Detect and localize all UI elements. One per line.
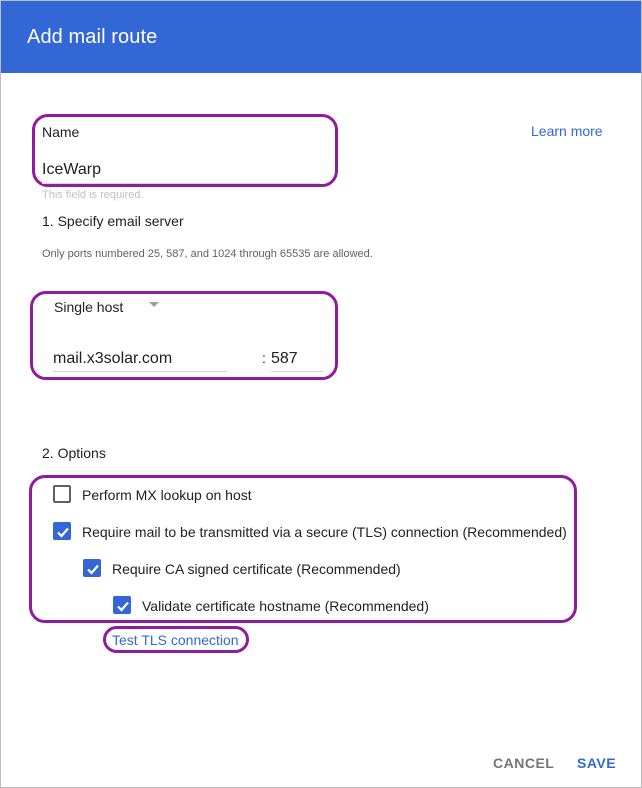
require-tls-label: Require mail to be transmitted via a secure (TLS) connection (Recommended) bbox=[82, 524, 567, 540]
learn-more-link[interactable]: Learn more bbox=[531, 123, 603, 139]
port-hint: Only ports numbered 25, 587, and 1024 through 65535 are allowed. bbox=[42, 248, 373, 260]
checkmark-icon bbox=[114, 597, 132, 615]
mx-lookup-label: Perform MX lookup on host bbox=[82, 487, 252, 503]
require-ca-checkbox[interactable] bbox=[83, 559, 101, 577]
options-section-title: 2. Options bbox=[42, 445, 106, 461]
checkmark-icon bbox=[54, 523, 72, 541]
host-input[interactable] bbox=[53, 347, 227, 372]
save-button[interactable]: SAVE bbox=[577, 755, 617, 771]
caret-down-icon bbox=[149, 302, 159, 307]
checkmark-icon bbox=[84, 560, 102, 578]
dialog-header bbox=[1, 1, 641, 73]
name-helper-text: This field is required. bbox=[42, 189, 144, 201]
port-separator: : bbox=[262, 350, 266, 366]
name-input[interactable] bbox=[42, 157, 320, 184]
port-input[interactable] bbox=[271, 347, 323, 372]
name-label: Name bbox=[42, 124, 80, 140]
validate-hostname-label: Validate certificate hostname (Recommended) bbox=[142, 598, 429, 614]
validate-hostname-checkbox[interactable] bbox=[113, 596, 131, 614]
dialog-title: Add mail route bbox=[27, 26, 158, 48]
test-tls-connection-link[interactable]: Test TLS connection bbox=[112, 632, 239, 648]
host-type-select[interactable] bbox=[54, 299, 174, 321]
server-section-title: 1. Specify email server bbox=[42, 213, 184, 229]
require-ca-label: Require CA signed certificate (Recommended) bbox=[112, 561, 401, 577]
cancel-button[interactable]: CANCEL bbox=[493, 755, 555, 771]
host-type-value: Single host bbox=[54, 299, 124, 315]
require-tls-checkbox[interactable] bbox=[53, 522, 71, 540]
mx-lookup-checkbox[interactable] bbox=[53, 485, 71, 503]
